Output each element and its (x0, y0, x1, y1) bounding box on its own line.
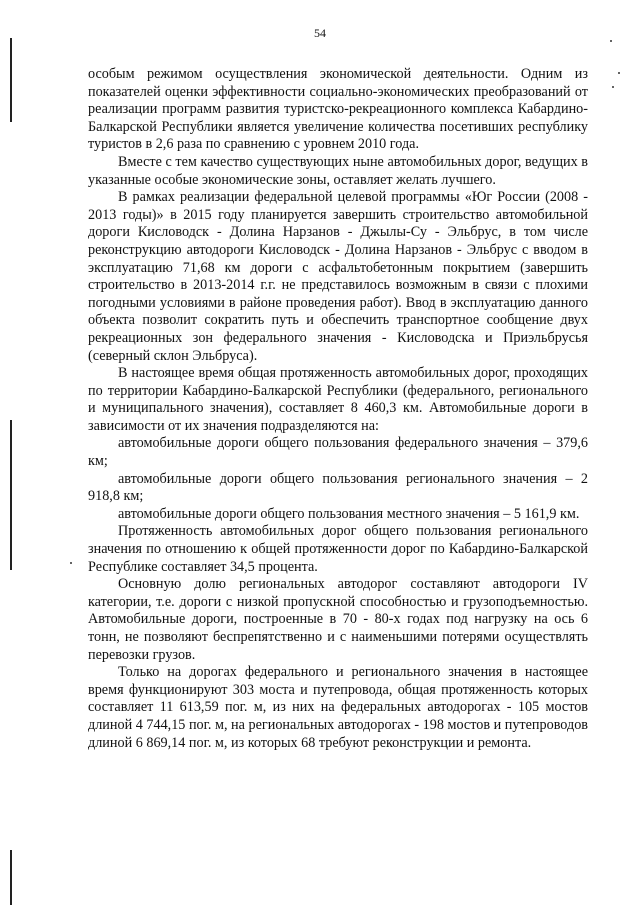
paragraph: Вместе с тем качество существующих ныне автомобильных дорог, ведущих в указанные особые экономические зоны, оставляет желать лучшего. (88, 153, 588, 188)
list-item: автомобильные дороги общего пользования местного значения – 5 161,9 км. (118, 505, 580, 522)
list-item: автомобильные дороги общего пользования федерального значения – 379,6 км; (88, 435, 588, 470)
paragraph: В рамках реализации федеральной целевой программы «Юг России (2008 - 2013 годы)» в 2015 году планируется завершить строительство автомобильной дороги Кисловодск - Долина Нарзанов - Джылы-Су - Эльбрус, в том числе реконструкцию автодороги Кисловодск - Долина Нарзанов - Эльбрус с вводом в эксплуатацию 71,68 км дороги с асфальтобетонным покрытием (завершить строительство в 2013-2014 г.г. не представилось возможным в связи с плохими погодными условиями в районе проведения работ). Ввод в эксплуатацию данного объекта позволит сократить путь и обеспечить транспортное сообщение двух рекреационных зон федерального значения - Кисловодска и Приэльбрусья (северный склон Эльбруса). (88, 189, 588, 364)
scan-margin-line-middle (10, 420, 12, 570)
paragraph: особым режимом осуществления экономической деятельности. Одним из показателей оценки эффективности социально-экономических преобразований от реализации программ развития туристско-рекреационного комплекса Кабардино-Балкарской Республики является увеличение количества посетивших республику туристов в 2,6 раза по сравнению с уровнем 2010 года. (88, 66, 588, 153)
paragraph: Основную долю региональных автодорог составляют автодороги IV категории, т.е. дороги с низкой пропускной способностью и грузоподъемностью. Автомобильные дороги, построенные в 70 - 80-х годах под нагрузку на ось 6 тонн, не позволяют беспрепятственно и с наименьшими потерями осуществлять перевозки грузов. (88, 576, 588, 663)
list-item: автомобильные дороги общего пользования регионального значения – 2 918,8 км; (88, 470, 588, 505)
scan-speck (618, 72, 620, 74)
scan-speck (612, 86, 614, 88)
paragraph: Протяженность автомобильных дорог общего пользования регионального значения по отношению к общей протяженности дорог по Кабардино-Балкарской Республике составляет 34,5 процента. (88, 523, 588, 575)
page-number: 54 (314, 26, 326, 40)
paragraph: Только на дорогах федерального и регионального значения в настоящее время функционируют 303 моста и путепровода, общая протяженность которых составляет 11 613,59 пог. м, из них на федеральных автодорогах - 105 мостов длиной 4 744,15 пог. м, на региональных автодорогах - 198 мостов и путепроводов длиной 6 869,14 пог. м, из которых 68 требуют реконструкции и ремонта. (88, 664, 588, 751)
scan-speck (70, 562, 72, 564)
scan-margin-line-bottom (10, 850, 12, 905)
document-body (88, 66, 588, 752)
paragraph: В настоящее время общая протяженность автомобильных дорог, проходящих по территории Кабардино-Балкарской Республики (федерального, регионального и муниципального значения), составляет 8 460,3 км. Автомобильные дороги в зависимости от их значения подразделяются на: (88, 365, 588, 434)
scan-margin-line-top (10, 38, 12, 122)
scan-speck (610, 40, 612, 42)
